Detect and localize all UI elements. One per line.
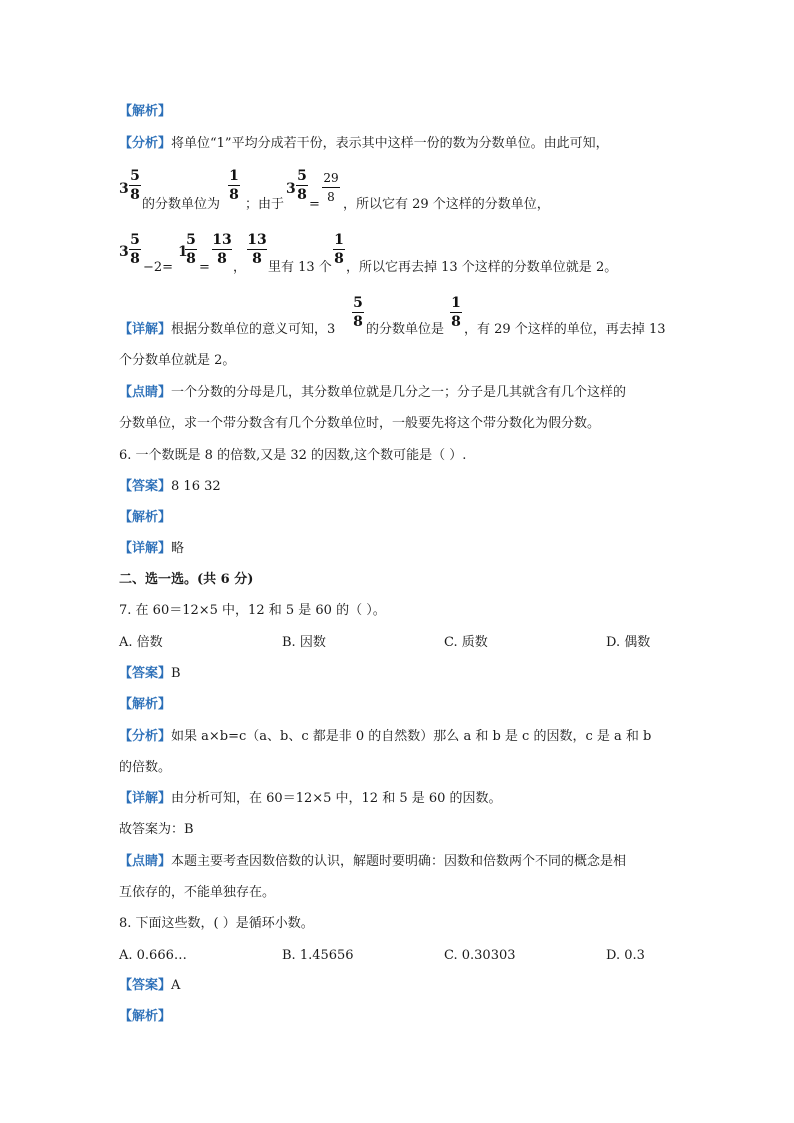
- fraction-unit: 1 8: [334, 232, 344, 267]
- section-2-title: 二、选一选。(共 6 分): [119, 572, 254, 587]
- text: ，所以它有 29 个这样的分数单位，: [343, 197, 550, 212]
- question-7: 7. 在 60＝12×5 中，12 和 5 是 60 的（ ）。: [119, 603, 386, 618]
- text: ；由于: [245, 197, 285, 212]
- mixed-whole: 3: [119, 181, 129, 197]
- detail-line-2: 个分数单位就是 2。: [119, 353, 236, 368]
- analysis-label-8: 【解析】: [119, 1009, 172, 1024]
- fraction-improper: 13 8: [212, 232, 232, 267]
- fraction-mixed: 5 8: [297, 168, 307, 203]
- fraction-mixed: 5 8: [353, 295, 363, 330]
- option-b: B. 1.45656: [282, 948, 354, 963]
- text: ，: [233, 260, 247, 275]
- analysis-label-7: 【解析】: [119, 697, 172, 712]
- fraction-mixed-3-5-8: 5 8: [130, 168, 140, 203]
- analysis-7: 【分析】如果 a×b=c（a、b、c 都是非 0 的自然数）那么 a 和 b 是 c 的因数，c 是 a 和 b: [119, 729, 652, 744]
- text: −2=: [143, 260, 174, 275]
- point-line-2: 分数单位，求一个带分数含有几个分数单位时，一般要先将这个带分数化为假分数。: [119, 416, 601, 431]
- text: 的分数单位是: [366, 322, 445, 337]
- question-8: 8. 下面这些数，( ）是循环小数。: [119, 916, 314, 931]
- answer-6: 【答案】8 16 32: [119, 479, 221, 494]
- analysis-7-line-2: 的倍数。: [119, 760, 172, 775]
- equals-sign: =: [199, 260, 210, 275]
- text: 的分数单位为: [142, 197, 221, 212]
- analysis-label-6: 【解析】: [119, 510, 172, 525]
- option-c: C. 质数: [444, 635, 488, 650]
- text: ，有 29 个这样的单位，再去掉 13: [464, 322, 666, 337]
- fraction-mixed: 5 8: [186, 232, 196, 267]
- detail-line-1: 【详解】根据分数单位的意义可知，3: [119, 322, 336, 337]
- fraction-improper: 29 8: [323, 171, 339, 204]
- question-6: 6. 一个数既是 8 的倍数,又是 32 的因数,这个数可能是（ ）.: [119, 448, 467, 463]
- point-7: 【点睛】本题主要考查因数倍数的认识，解题时要明确：因数和倍数两个不同的概念是相: [119, 854, 627, 869]
- conclusion-7: 故答案为：B: [119, 822, 194, 837]
- answer-8: 【答案】A: [119, 978, 181, 993]
- mixed-whole: 1: [178, 244, 188, 260]
- option-d: D. 偶数: [606, 635, 651, 650]
- detail-6: 【详解】略: [119, 541, 185, 556]
- text: ，所以它再去掉 13 个这样的分数单位就是 2。: [346, 260, 618, 275]
- option-a: A. 倍数: [119, 635, 163, 650]
- answer-7: 【答案】B: [119, 666, 181, 681]
- analysis-label: 【解析】: [119, 104, 172, 119]
- option-d: D. 0.3: [606, 948, 645, 963]
- text: 里有 13 个: [268, 260, 332, 275]
- fraction-unit: 1 8: [451, 295, 461, 330]
- mixed-whole: 3: [286, 181, 296, 197]
- option-b: B. 因数: [282, 635, 326, 650]
- analysis-paragraph: 【分析】将单位“1”平均分成若干份，表示其中这样一份的数为分数单位。由此可知，: [119, 136, 609, 151]
- option-a: A. 0.666…: [119, 948, 187, 963]
- mixed-whole: 3: [119, 244, 129, 260]
- fraction-improper: 13 8: [247, 232, 267, 267]
- fraction-mixed: 5 8: [130, 232, 140, 267]
- equals-sign: =: [309, 197, 320, 212]
- detail-7: 【详解】由分析可知，在 60＝12×5 中，12 和 5 是 60 的因数。: [119, 791, 502, 806]
- fraction-unit: 1 8: [229, 168, 239, 203]
- option-c: C. 0.30303: [444, 948, 516, 963]
- point-paragraph: 【点睛】一个分数的分母是几，其分数单位就是几分之一；分子是几其就含有几个这样的: [119, 385, 627, 400]
- point-7-line-2: 互依存的，不能单独存在。: [119, 885, 276, 900]
